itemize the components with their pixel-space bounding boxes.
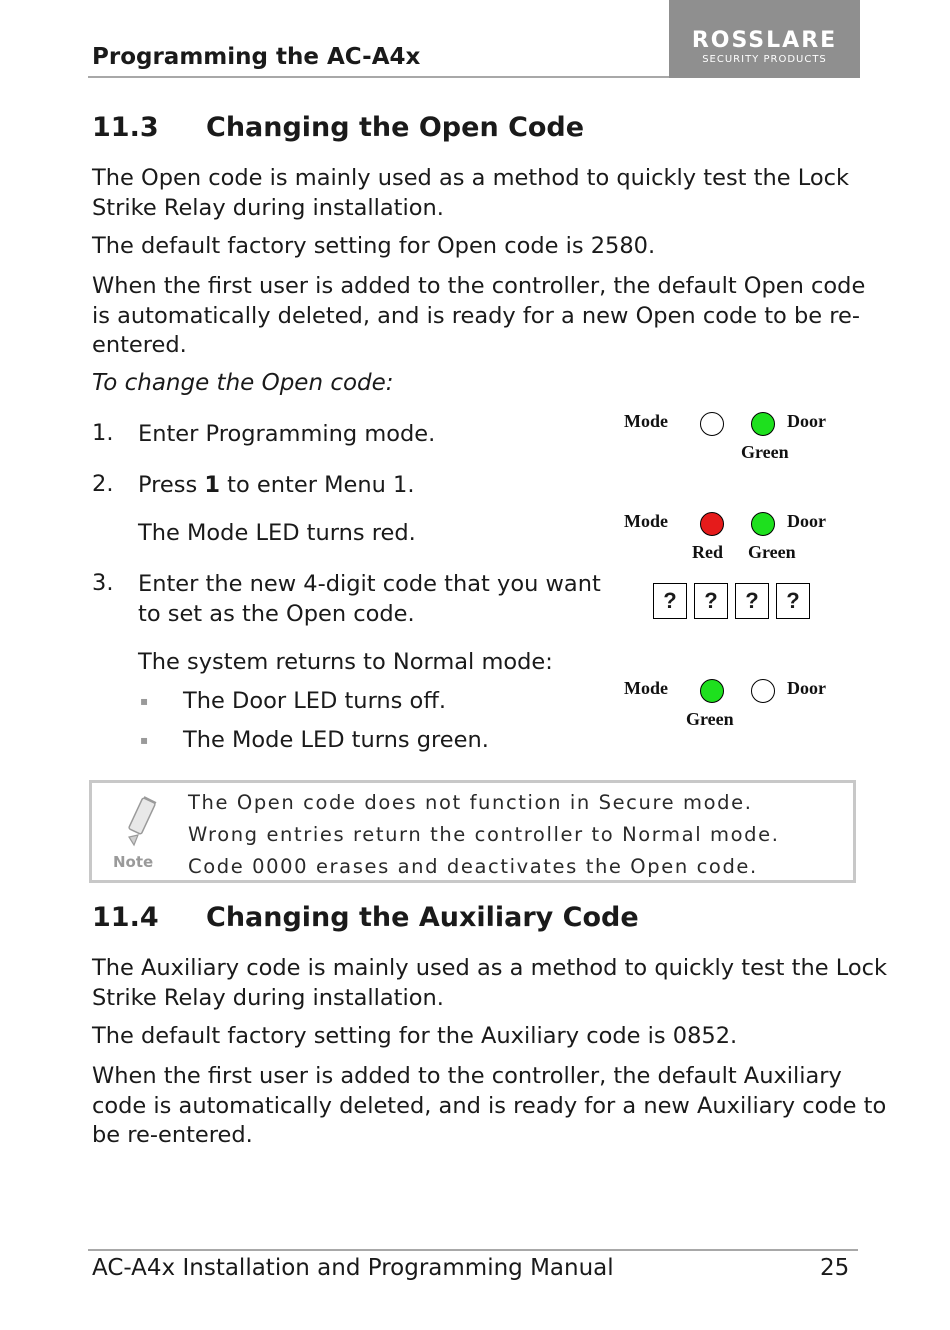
procedure-heading: To change the Open code: — [92, 370, 394, 396]
mode-led-red — [700, 512, 724, 536]
footer-divider — [88, 1249, 858, 1251]
door-led-off — [751, 679, 775, 703]
code-digit-box: ? — [694, 583, 728, 619]
rosslare-logo — [669, 0, 860, 78]
pencil-icon — [110, 793, 170, 853]
step-text — [138, 471, 415, 501]
bullet-marker: ▪ — [140, 694, 149, 708]
section-title: Changing the Open Code — [206, 112, 585, 143]
door-label: Door — [787, 411, 826, 431]
code-digit-box: ? — [776, 583, 810, 619]
page-header-title: Programming the AC-A4x — [92, 44, 421, 70]
door-label: Door — [787, 511, 826, 531]
mode-label: Mode — [624, 678, 668, 698]
led-color-label: Red — [692, 542, 723, 562]
section-11-3-heading — [92, 112, 584, 143]
note-label: Note — [113, 853, 154, 871]
section-title: Changing the Auxiliary Code — [206, 902, 639, 933]
mode-label: Mode — [624, 511, 668, 531]
bullet-marker: ▪ — [140, 733, 149, 747]
text-line: Strike Relay during installation. — [92, 194, 444, 221]
logo-tagline: SECURITY PRODUCTS — [702, 54, 827, 65]
note-line: The Open code does not function in Secure mode. — [188, 791, 753, 814]
text-line: When the first user is added to the controller, the default Open code — [92, 273, 866, 299]
door-led-green — [751, 412, 775, 436]
bullet-text: The Door LED turns off. — [183, 688, 446, 714]
led-color-label: Green — [748, 542, 796, 562]
text-line: The Open code is mainly used as a method to quickly test the Lock — [92, 165, 850, 191]
door-led-green — [751, 512, 775, 536]
step-number: 1. — [92, 420, 114, 446]
mode-led-off — [700, 412, 724, 436]
text-line: The Auxiliary code is mainly used as a method to quickly test the Lock — [92, 955, 888, 981]
key-label: 1 — [204, 472, 221, 498]
logo-brand: ROSSLARE — [691, 28, 838, 53]
step-text: Enter Programming mode. — [138, 421, 436, 447]
code-digit-box: ? — [735, 583, 769, 619]
text-run: to enter Menu 1. — [220, 472, 415, 498]
note-box — [89, 780, 856, 883]
text-line: When the first user is added to the controller, the default Auxiliary — [92, 1063, 842, 1089]
text-line: to set as the Open code. — [138, 600, 415, 627]
text-line: is automatically deleted, and is ready for a new Open code to be re- — [92, 302, 860, 329]
paragraph: The default factory setting for Open code is 2580. — [92, 233, 656, 259]
step-text — [138, 570, 601, 629]
step-number: 2. — [92, 471, 114, 497]
mode-led-green — [700, 679, 724, 703]
section-number: 11.4 — [92, 902, 159, 933]
text-run: Press — [138, 472, 205, 498]
note-line: Wrong entries return the controller to Normal mode. — [188, 823, 780, 846]
paragraph: The default factory setting for the Auxiliary code is 0852. — [92, 1023, 738, 1049]
section-11-4-heading — [92, 902, 639, 933]
code-digit-box: ? — [653, 583, 687, 619]
text-line: code is automatically deleted, and is ready for a new Auxiliary code to — [92, 1092, 887, 1119]
text-line: be re-entered. — [92, 1122, 253, 1148]
door-label: Door — [787, 678, 826, 698]
section-number: 11.3 — [92, 112, 159, 143]
text-line: entered. — [92, 332, 187, 358]
paragraph — [92, 954, 887, 1013]
page-number: 25 — [820, 1255, 850, 1281]
footer-manual-title: AC-A4x Installation and Programming Manual — [92, 1255, 614, 1281]
paragraph — [92, 164, 849, 223]
paragraph — [92, 1062, 886, 1151]
led-color-label: Green — [741, 442, 789, 462]
mode-label: Mode — [624, 411, 668, 431]
step-result: The system returns to Normal mode: — [138, 649, 553, 675]
note-line: Code 0000 erases and deactivates the Open code. — [188, 855, 758, 878]
step-result: The Mode LED turns red. — [138, 520, 416, 546]
step-number: 3. — [92, 570, 114, 596]
paragraph — [92, 272, 865, 361]
text-line: Strike Relay during installation. — [92, 984, 444, 1011]
bullet-text: The Mode LED turns green. — [183, 727, 489, 753]
text-line: Enter the new 4-digit code that you want — [138, 571, 601, 597]
header-divider — [88, 76, 670, 78]
led-color-label: Green — [686, 709, 734, 729]
